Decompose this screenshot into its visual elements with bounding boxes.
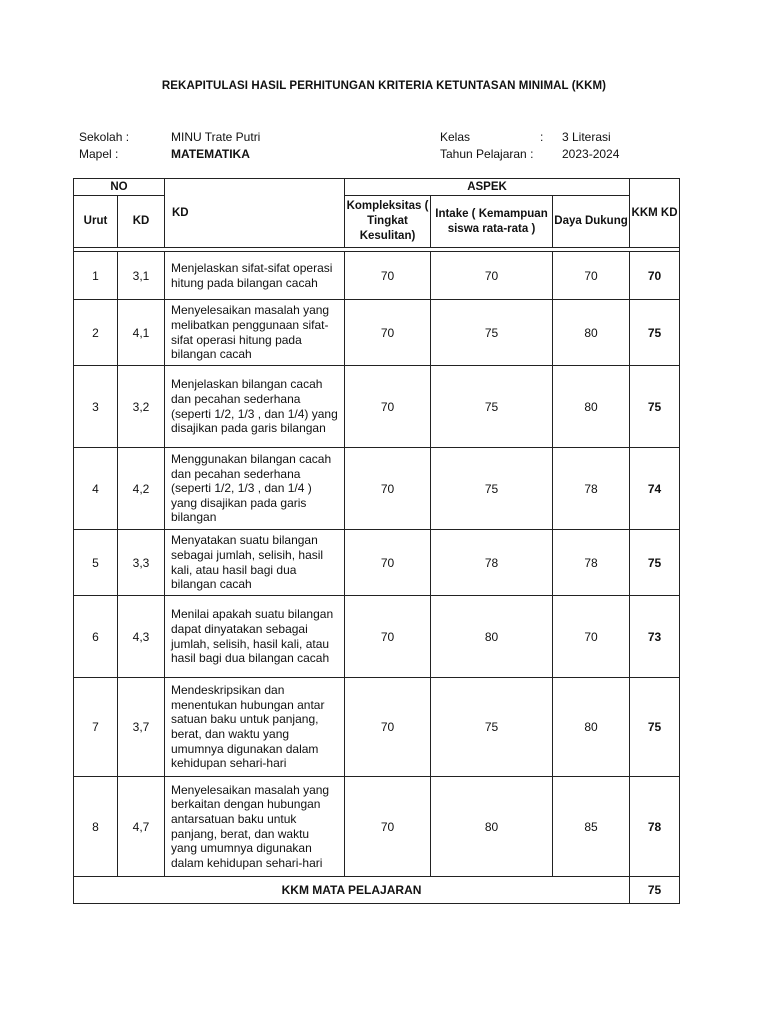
row-urut: 5 [74, 530, 118, 596]
row-urut: 4 [74, 448, 118, 530]
sekolah-label: Sekolah : [79, 130, 130, 144]
row-daya-dukung: 80 [553, 678, 630, 777]
row-kd-description: Menilai apakah suatu bilangan dapat dinyatakan sebagai jumlah, selisih, hasil kali, atau hasil bagi dua bilangan cacah [165, 596, 345, 678]
row-intake: 75 [431, 448, 553, 530]
header-kd: KD [165, 179, 345, 248]
row-daya-dukung: 78 [553, 530, 630, 596]
row-daya-dukung: 70 [553, 596, 630, 678]
row-kkm-kd: 70 [630, 252, 680, 300]
header-kd-number: KD [118, 196, 165, 248]
kelas-value: 3 Literasi [562, 130, 611, 144]
row-intake: 80 [431, 596, 553, 678]
kelas-colon: : [540, 130, 544, 144]
row-kd: 4,1 [118, 300, 165, 366]
row-urut: 1 [74, 252, 118, 300]
row-kd-description: Menjelaskan sifat-sifat operasi hitung pada bilangan cacah [165, 252, 345, 300]
header-urut: Urut [74, 196, 118, 248]
row-kd: 4,3 [118, 596, 165, 678]
row-kkm-kd: 74 [630, 448, 680, 530]
header-aspek: ASPEK [345, 179, 630, 196]
tahun-value: 2023-2024 [562, 147, 620, 161]
row-kd: 4,7 [118, 777, 165, 877]
row-kd: 3,1 [118, 252, 165, 300]
table-row [74, 366, 680, 448]
footer-row [74, 877, 680, 904]
footer-label: KKM MATA PELAJARAN [74, 877, 630, 904]
row-kompleksitas: 70 [345, 300, 431, 366]
row-kompleksitas: 70 [345, 777, 431, 877]
document-title: REKAPITULASI HASIL PERHITUNGAN KRITERIA KETUNTASAN MINIMAL (KKM) [161, 80, 607, 92]
row-kkm-kd: 73 [630, 596, 680, 678]
row-intake: 78 [431, 530, 553, 596]
header-intake: Intake ( Kemampuan siswa rata-rata ) [431, 196, 553, 248]
table-row [74, 300, 680, 366]
sekolah-value: MINU Trate Putri [171, 130, 261, 144]
row-intake: 75 [431, 300, 553, 366]
footer-kkm-value: 75 [630, 877, 680, 904]
row-kkm-kd: 78 [630, 777, 680, 877]
table-row [74, 596, 680, 678]
row-intake: 70 [431, 252, 553, 300]
header-daya-dukung: Daya Dukung [553, 196, 630, 248]
row-urut: 6 [74, 596, 118, 678]
tahun-label: Tahun Pelajaran : [440, 147, 534, 161]
row-daya-dukung: 85 [553, 777, 630, 877]
row-kd-description: Menyelesaikan masalah yang melibatkan penggunaan sifat-sifat operasi hitung pada bilangan cacah [165, 300, 345, 366]
row-kompleksitas: 70 [345, 252, 431, 300]
row-kd-description: Mendeskripsikan dan menentukan hubungan antar satuan baku untuk panjang, berat, dan waktu yang umumnya digunakan dalam kehidupan sehari-hari [165, 678, 345, 777]
table-row [74, 448, 680, 530]
row-urut: 3 [74, 366, 118, 448]
row-daya-dukung: 70 [553, 252, 630, 300]
kkm-table [73, 178, 680, 904]
row-kd-description: Menjelaskan bilangan cacah dan pecahan sederhana (seperti 1/2, 1/3 , dan 1/4) yang disajikan pada garis bilangan [165, 366, 345, 448]
mapel-label: Mapel : [79, 147, 119, 161]
row-kompleksitas: 70 [345, 530, 431, 596]
row-kd-description: Menggunakan bilangan cacah dan pecahan sederhana (seperti 1/2, 1/3 , dan 1/4 ) yang disajikan pada garis bilangan [165, 448, 345, 530]
kelas-label: Kelas [440, 130, 471, 144]
header-no: NO [74, 179, 165, 196]
table-row [74, 777, 680, 877]
row-kompleksitas: 70 [345, 448, 431, 530]
row-kkm-kd: 75 [630, 530, 680, 596]
row-daya-dukung: 80 [553, 366, 630, 448]
header-kkm-kd: KKM KD [630, 179, 680, 248]
row-kd-description: Menyatakan suatu bilangan sebagai jumlah, selisih, hasil kali, atau hasil bagi dua bilangan cacah [165, 530, 345, 596]
row-kd: 3,3 [118, 530, 165, 596]
row-kompleksitas: 70 [345, 596, 431, 678]
row-intake: 75 [431, 366, 553, 448]
row-daya-dukung: 78 [553, 448, 630, 530]
row-urut: 8 [74, 777, 118, 877]
row-kd-description: Menyelesaikan masalah yang berkaitan dengan hubungan antarsatuan baku untuk panjang, berat, dan waktu yang umumnya digunakan dalam kehidupan sehari-hari [165, 777, 345, 877]
row-kompleksitas: 70 [345, 678, 431, 777]
table-row [74, 530, 680, 596]
row-intake: 80 [431, 777, 553, 877]
row-kkm-kd: 75 [630, 678, 680, 777]
table-row [74, 252, 680, 300]
mapel-value: MATEMATIKA [171, 147, 250, 161]
row-kkm-kd: 75 [630, 300, 680, 366]
row-kd: 3,7 [118, 678, 165, 777]
row-intake: 75 [431, 678, 553, 777]
header-kompleksitas: Kompleksitas ( Tingkat Kesulitan) [345, 196, 431, 248]
row-kompleksitas: 70 [345, 366, 431, 448]
table-row [74, 678, 680, 777]
row-kd: 4,2 [118, 448, 165, 530]
row-daya-dukung: 80 [553, 300, 630, 366]
row-urut: 7 [74, 678, 118, 777]
row-urut: 2 [74, 300, 118, 366]
row-kd: 3,2 [118, 366, 165, 448]
row-kkm-kd: 75 [630, 366, 680, 448]
